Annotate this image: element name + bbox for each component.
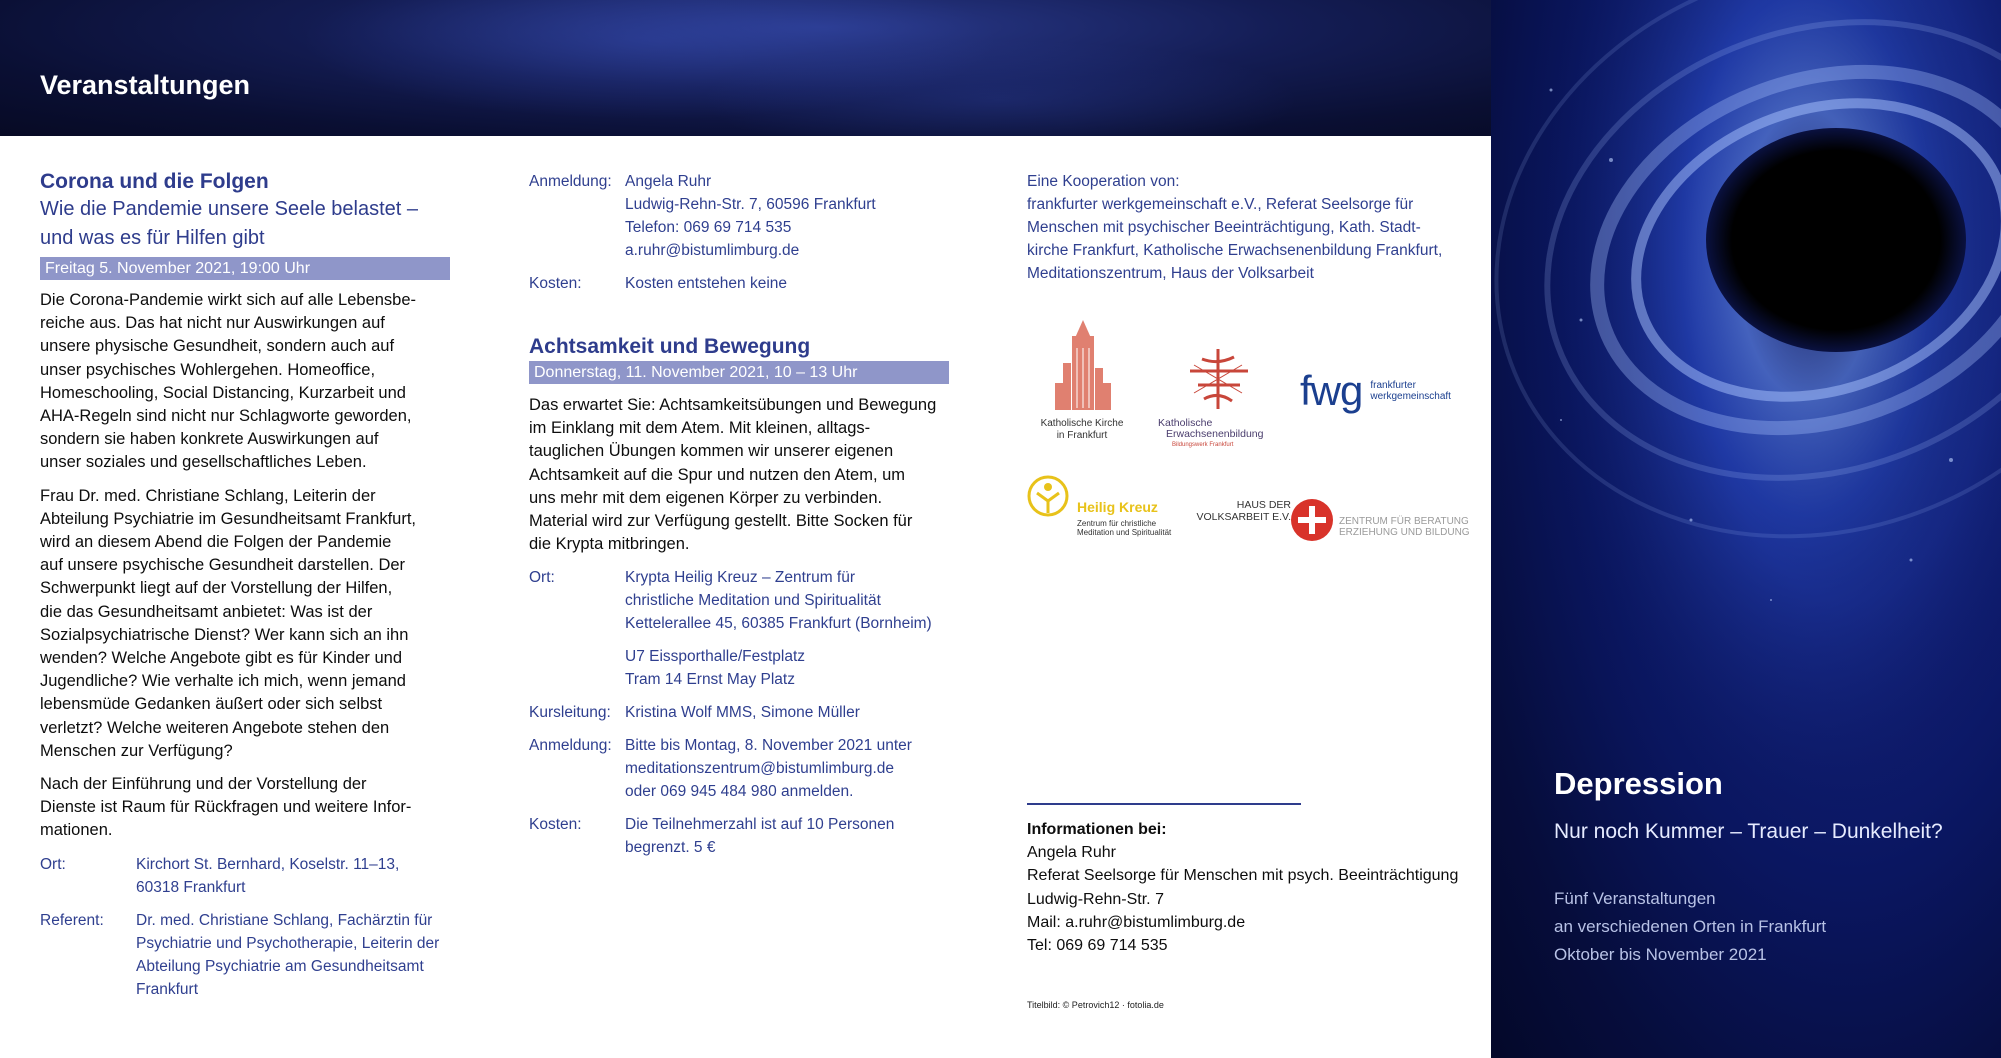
detail-label: Kosten: [529,275,582,292]
logo-text: Bildungswerk Frankfurt [1172,442,1234,448]
detail-value [625,701,949,724]
logo-text: Heilig Kreuz [1077,499,1158,515]
text-line: Material wird zur Verfügung gestellt. Bitte Socken für [529,512,913,531]
paragraph [40,289,450,475]
text-line: reiche aus. Das hat nicht nur Auswirkungen auf [40,314,385,333]
text-line: unser psychisches Wohlergehen. Homeoffice, [40,360,376,379]
detail-label: Referent: [40,911,104,929]
text-line: Kristina Wolf MMS, Simone Müller [625,704,860,722]
cooperation-block [1027,170,1457,285]
hdv-circle-icon [1289,497,1335,543]
logo-text: VOLKSARBEIT E.V. [1196,511,1291,523]
text-line: tauglichen Übungen kommen wir unserer eigenen [529,442,894,461]
contact-heading: Informationen bei: [1027,821,1167,838]
text-line: U7 Eissporthalle/Festplatz [625,648,806,666]
text-line: christliche Meditation und Spiritualität [625,592,881,610]
logo-fwg [1300,366,1460,416]
event2-description [529,394,949,556]
cover-info [1554,885,1826,969]
text-line: Frau Dr. med. Christiane Schlang, Leiterin der [40,486,376,505]
text-line: Angela Ruhr [625,173,712,190]
detail-label: Kosten: [529,816,582,834]
text-line: lebensmüde Gedanken äußert oder sich selbst [40,695,383,714]
event1-subtitle [40,195,450,253]
text-line: wird an diesem Abend die Folgen der Pandemie [40,533,392,552]
text-line: an verschiedenen Orten in Frankfurt [1554,917,1827,936]
text-line: Tel: 069 69 714 535 [1027,937,1168,955]
event2-instructors [529,701,949,724]
heilig-kreuz-icon [1027,475,1071,519]
text-line: Oktober bis November 2021 [1554,945,1767,964]
cooperation-heading: Eine Kooperation von: [1027,173,1180,190]
text-line: unsere physische Gesundheit, sondern auch auf [40,337,395,356]
detail-value [625,170,949,262]
image-credit: Titelbild: © Petrovich12 · fotolia.de [1027,1000,1164,1010]
text-line: kirche Frankfurt, Katholische Erwachsenenbildung Frankfurt, [1027,242,1443,259]
text-line: frankfurter werkgemeinschaft e.V., Referat Seelsorge für [1027,196,1414,213]
logo-text: frankfurter [1370,380,1416,391]
fwg-wordmark: fwg [1300,367,1363,414]
event-achtsamkeit-column [529,170,949,869]
text-line: oder 069 945 484 980 anmelden. [625,783,854,801]
contact-info [1027,818,1458,957]
keb-cross-icon [1158,345,1278,413]
header-banner [0,0,1491,136]
text-line: Menschen zur Verfügung? [40,741,233,760]
logo-erwachsenenbildung [1158,345,1278,448]
event2-title: Achtsamkeit und Bewegung [529,335,811,358]
text-line: Die Corona-Pandemie wirkt sich auf alle Lebensbe- [40,291,417,309]
logo-heilig-kreuz [1027,475,1172,545]
detail-label [529,645,625,691]
text-line: im Einklang mit dem Atem. Mit kleinen, alltags- [529,419,871,438]
logo-text: ZENTRUM FÜR BERATUNG [1339,516,1469,527]
event2-location [529,566,949,635]
text-line: Jugendliche? Wie verhalte ich mich, wenn jemand [40,672,406,691]
text-line: begrenzt. 5 € [625,839,716,857]
text-line: AHA-Regeln sind nicht nur Schlagworte geworden, [40,407,412,426]
text-line: Homeschooling, Social Distancing, Kurzarbeit und [40,383,406,402]
text-line: uns mehr mit dem eigenen Körper zu verbinden. [529,488,883,507]
detail-value [625,272,949,295]
event2-date: Donnerstag, 11. November 2021, 10 – 13 Uhr [529,361,949,384]
detail-value [625,734,949,803]
cover-title: Depression [1554,766,1723,801]
text-line: Abteilung Psychiatrie am Gesundheitsamt [136,957,424,975]
text-line: Das erwartet Sie: Achtsamkeitsübungen und Bewegung [529,396,937,414]
detail-value [136,909,450,1001]
event-corona [40,170,450,1011]
event1-location [40,853,450,899]
logo-text: Erwachsenenbildung [1166,428,1264,440]
text-line: Bitte bis Montag, 8. November 2021 unter [625,737,912,755]
logo-text: HAUS DER [1236,499,1291,511]
text-line: Dienste ist Raum für Rückfragen und weitere Infor- [40,798,412,817]
cathedral-icon [1027,318,1137,413]
text-line: Frankfurt [136,980,199,998]
paragraph [40,773,450,843]
text-line: Menschen mit psychischer Beeinträchtigung, Kath. Stadt- [1027,219,1421,236]
text-line: Abteilung Psychiatrie im Gesundheitsamt Frankfurt, [40,509,416,528]
text-line: die das Gesundheitsamt anbietet: Was ist der [40,602,373,621]
text-line: Sozialpsychiatrische Dienst? Wer kann sich an ihn [40,625,409,644]
text-line: Psychiatrie und Psychotherapie, Leiterin der [136,934,440,952]
event2-transport [529,645,949,691]
text-line: meditationszentrum@bistumlimburg.de [625,760,895,778]
banner-title: Veranstaltungen [40,70,251,100]
text-line: Referat Seelsorge für Menschen mit psych. Beeinträchtigung [1027,867,1459,885]
detail-label: Kursleitung: [529,704,611,722]
detail-value [625,566,949,635]
event1-speaker [40,909,450,1001]
cover-panel [1491,0,2001,1058]
detail-label: Ort: [529,569,555,587]
logo-katholische-kirche [1027,318,1137,446]
cover-subtitle: Nur noch Kummer – Trauer – Dunkelheit? [1554,820,1943,843]
paragraph [40,485,450,763]
subtitle-line: Wie die Pandemie unsere Seele belastet – [40,198,419,220]
logo-text: in Frankfurt [1056,430,1108,441]
logo-haus-der-volksarbeit [1193,497,1470,543]
event2-costs [529,813,949,859]
text-line: Kosten entstehen keine [625,275,788,292]
text-line: Nach der Einführung und der Vorstellung der [40,775,367,794]
text-line: auf unsere psychische Gesundheit darstellen. Der [40,556,406,575]
detail-value [136,853,450,899]
event2-registration [529,734,949,803]
event1-description [40,289,450,843]
text-line: Meditationszentrum, Haus der Volksarbeit [1027,265,1314,282]
text-line: wenden? Welche Angebote gibt es für Kinder und [40,649,403,668]
event1-date: Freitag 5. November 2021, 19:00 Uhr [40,257,450,280]
text-line: verletzt? Welche weiteren Angebote stehen den [40,718,390,737]
text-line: Telefon: 069 69 714 535 [625,219,792,236]
detail-label: Ort: [40,855,66,873]
text-line: die Krypta mitbringen. [529,535,690,554]
event1-costs [529,272,949,295]
subtitle-line: und was es für Hilfen gibt [40,227,265,249]
separator-line [1027,803,1301,805]
text-line: sondern sie haben konkrete Auswirkungen auf [40,430,379,449]
text-line: Tram 14 Ernst May Platz [625,671,795,689]
text-line: Kettelerallee 45, 60385 Frankfurt (Bornheim) [625,615,932,633]
detail-label: Anmeldung: [529,173,612,190]
text-line: Ludwig-Rehn-Str. 7, 60596 Frankfurt [625,196,876,213]
text-line: Dr. med. Christiane Schlang, Fachärztin für [136,911,433,929]
text-line: Ludwig-Rehn-Str. 7 [1027,890,1164,908]
text-line: Krypta Heilig Kreuz – Zentrum für [625,569,856,587]
text-line: Fünf Veranstaltungen [1554,889,1716,908]
text-line: Angela Ruhr [1027,844,1116,862]
text-line: Die Teilnehmerzahl ist auf 10 Personen [625,816,895,834]
text-line: Mail: a.ruhr@bistumlimburg.de [1027,913,1246,931]
text-line: Kirchort St. Bernhard, Koselstr. 11–13, [136,855,400,873]
detail-value [625,813,949,859]
event1-title: Corona und die Folgen [40,170,269,193]
logo-text: ERZIEHUNG UND BILDUNG [1339,527,1470,538]
logo-text: Katholische [1158,417,1213,429]
event1-registration [529,170,949,262]
text-line: a.ruhr@bistumlimburg.de [625,242,800,259]
text-line: Achtsamkeit auf die Spur und nutzen den Atem, um [529,465,906,484]
logo-text: Zentrum für christliche [1077,519,1157,528]
text-line: mationen. [40,821,113,840]
detail-value [625,645,949,691]
text-line: 60318 Frankfurt [136,878,246,896]
detail-label: Anmeldung: [529,737,612,755]
text-line: unser soziales und gesellschaftliches Leben. [40,453,367,472]
logo-text: werkgemeinschaft [1370,391,1451,402]
logo-text: Meditation und Spiritualität [1077,528,1172,537]
text-line: Schwerpunkt liegt auf der Vorstellung der Hilfen, [40,579,393,598]
logo-text: Katholische Kirche [1040,418,1124,429]
